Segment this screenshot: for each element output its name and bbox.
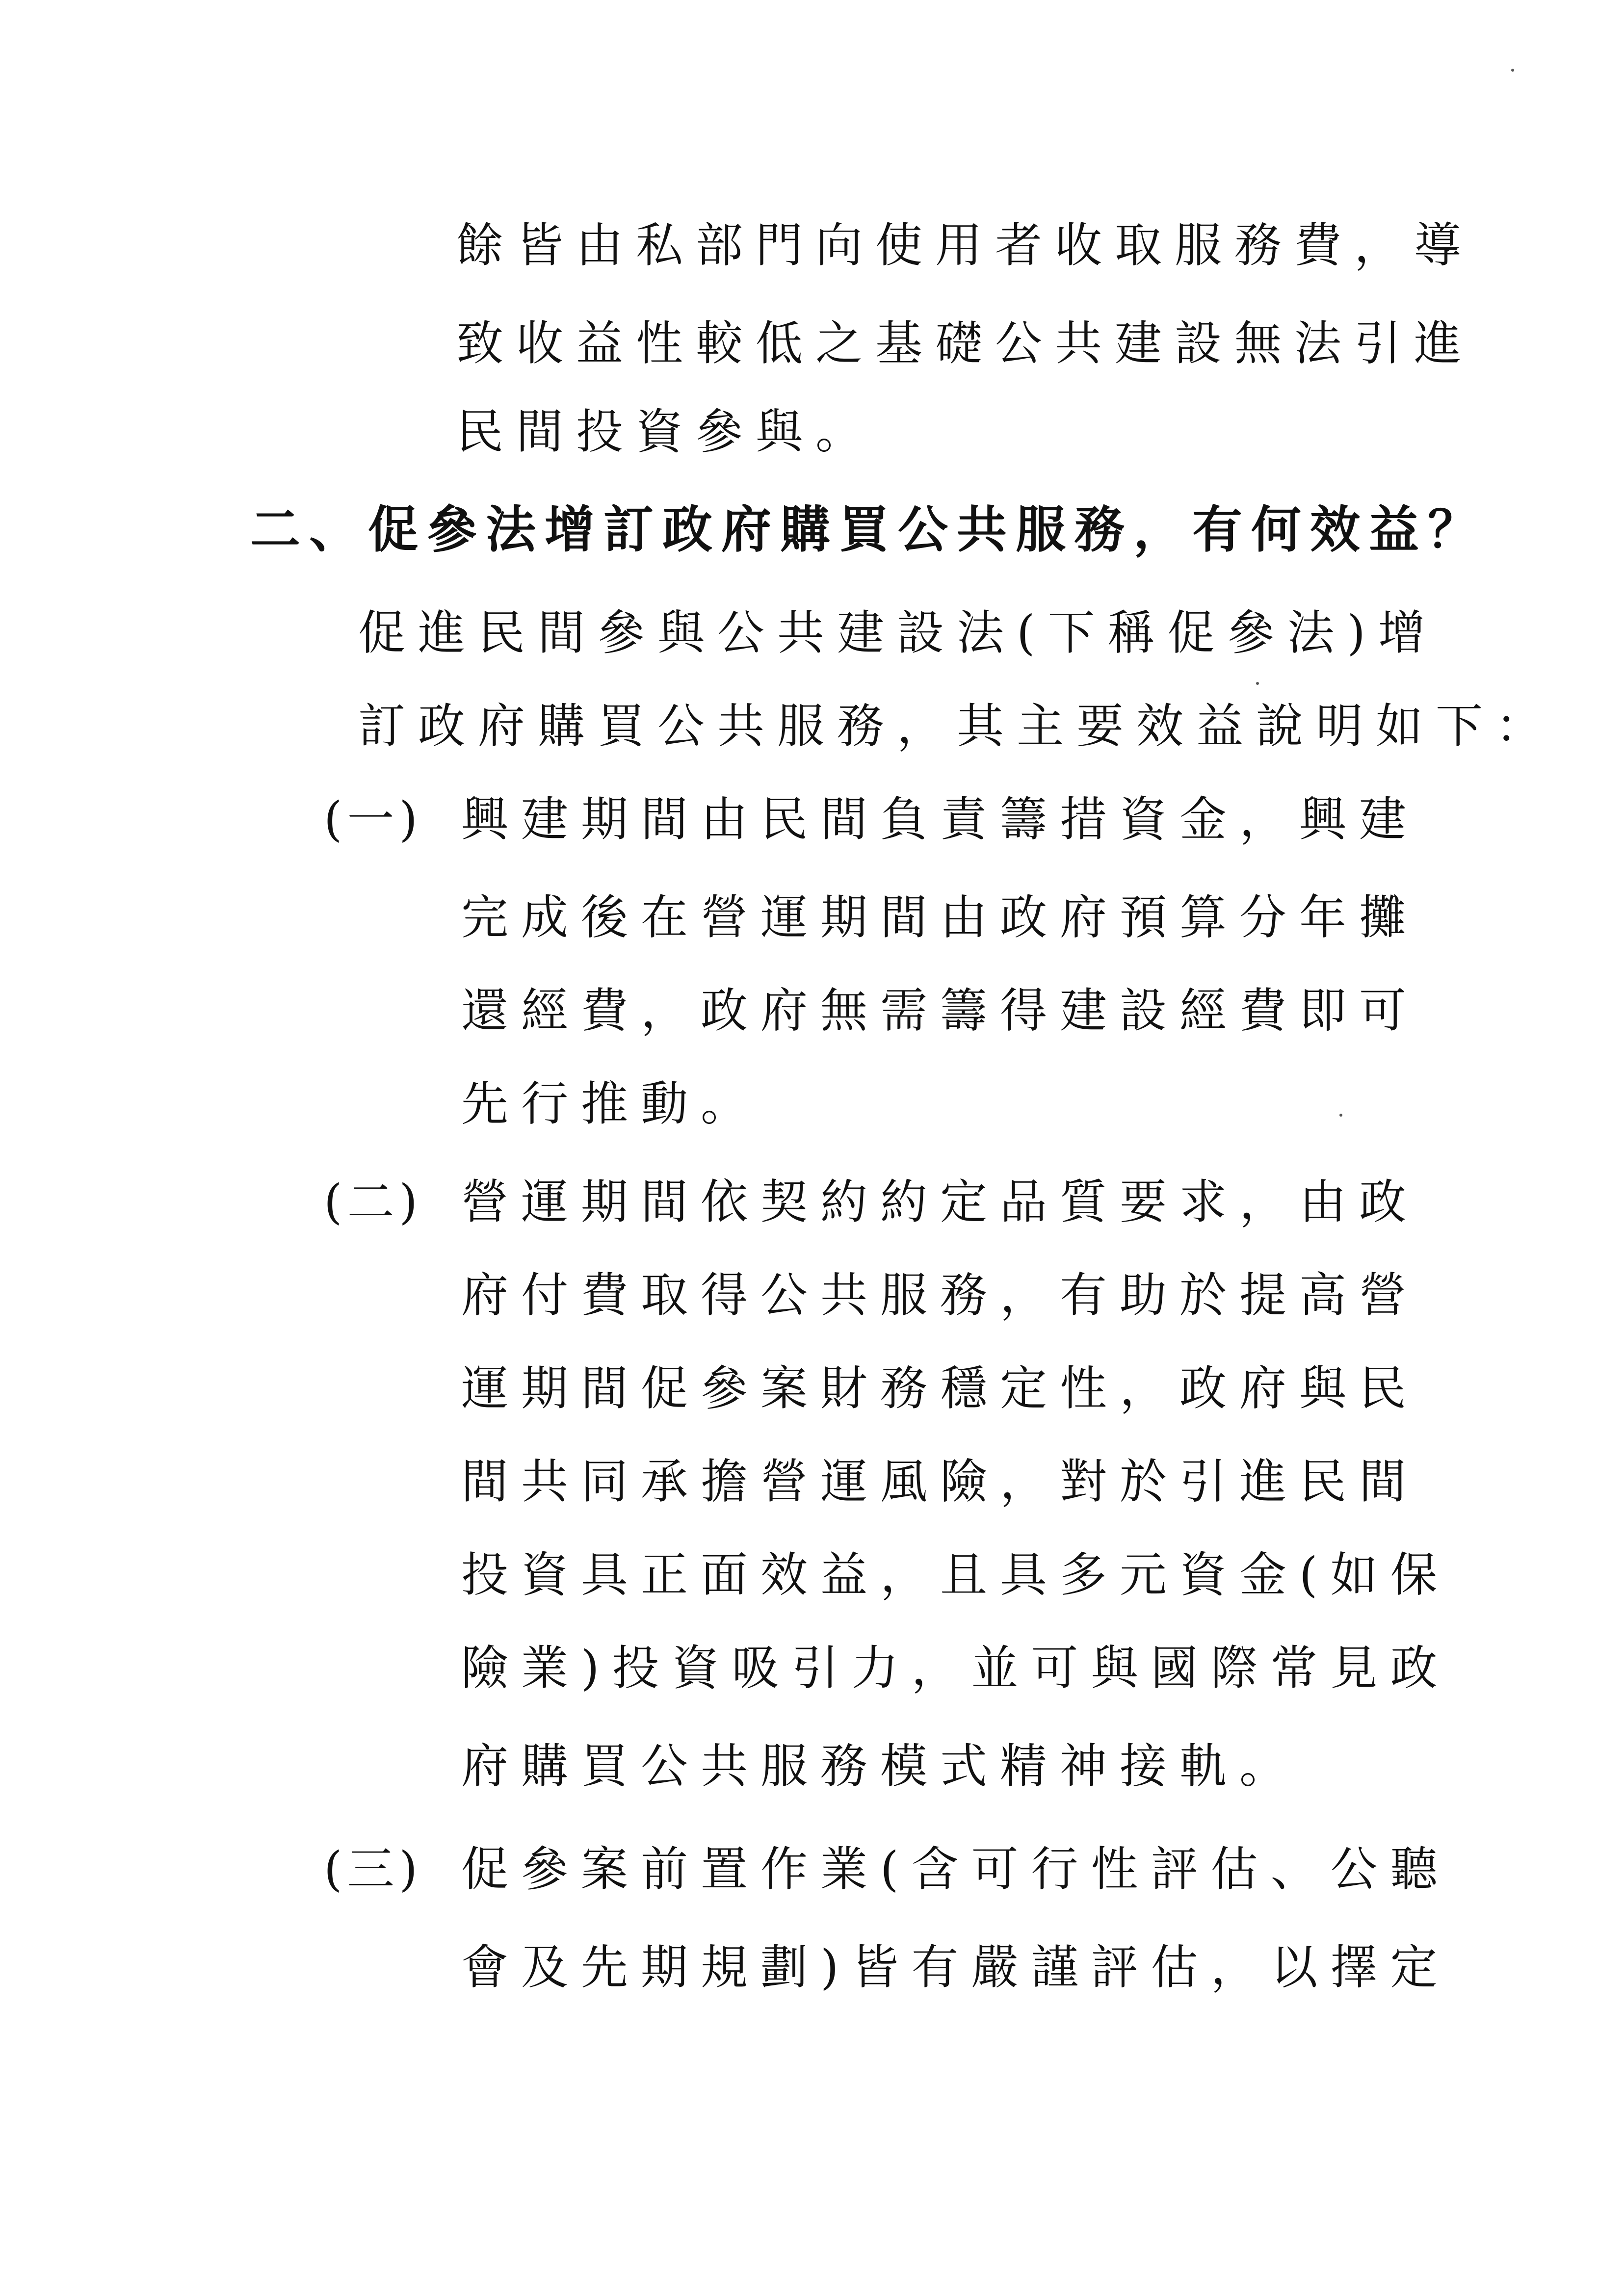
item-2-line-2: 府付費取得公共服務，有助於提高營 [461, 1268, 1419, 1323]
item-2-line-6: 險業)投資吸引力，並可與國際常見政 [461, 1641, 1450, 1696]
item-2-line-5: 投資具正面效益，且具多元資金(如保 [461, 1547, 1450, 1602]
item-marker-2: (二) [324, 1174, 422, 1229]
item-2-line-1: 營運期間依契約約定品質要求，由政 [461, 1174, 1419, 1229]
lead-line-2: 訂政府購買公共服務，其主要效益說明如下： [358, 699, 1555, 754]
item-2-line-7: 府購買公共服務模式精神接軌。 [461, 1739, 1299, 1794]
scan-speck [1511, 69, 1514, 72]
item-2-line-4: 間共同承擔營運風險，對於引進民間 [461, 1454, 1419, 1509]
item-2-line-3: 運期間促參案財務穩定性，政府與民 [461, 1361, 1419, 1416]
item-1-line-3: 還經費，政府無需籌得建設經費即可 [461, 983, 1419, 1038]
item-1-line-1: 興建期間由民間負責籌措資金，興建 [461, 792, 1419, 847]
item-marker-1: (一) [324, 792, 422, 847]
scan-speck [1256, 682, 1259, 685]
item-1-line-4: 先行推動。 [461, 1076, 760, 1131]
item-3-line-2: 會及先期規劃)皆有嚴謹評估，以擇定 [461, 1940, 1450, 1995]
section-heading: 二、促參法增訂政府購買公共服務，有何效益？ [250, 500, 1487, 559]
item-3-line-1: 促參案前置作業(含可行性評估、公聽 [461, 1842, 1450, 1897]
intro-line-2: 致收益性較低之基礎公共建設無法引進 [456, 316, 1474, 371]
scan-speck [1339, 1114, 1342, 1117]
intro-line-3: 民間投資參與。 [456, 404, 875, 459]
item-1-line-2: 完成後在營運期間由政府預算分年攤 [461, 890, 1419, 945]
lead-line-1: 促進民間參與公共建設法(下稱促參法)增 [358, 605, 1438, 660]
intro-line-1: 餘皆由私部門向使用者收取服務費，導 [456, 218, 1474, 273]
item-marker-3: (三) [324, 1842, 422, 1897]
